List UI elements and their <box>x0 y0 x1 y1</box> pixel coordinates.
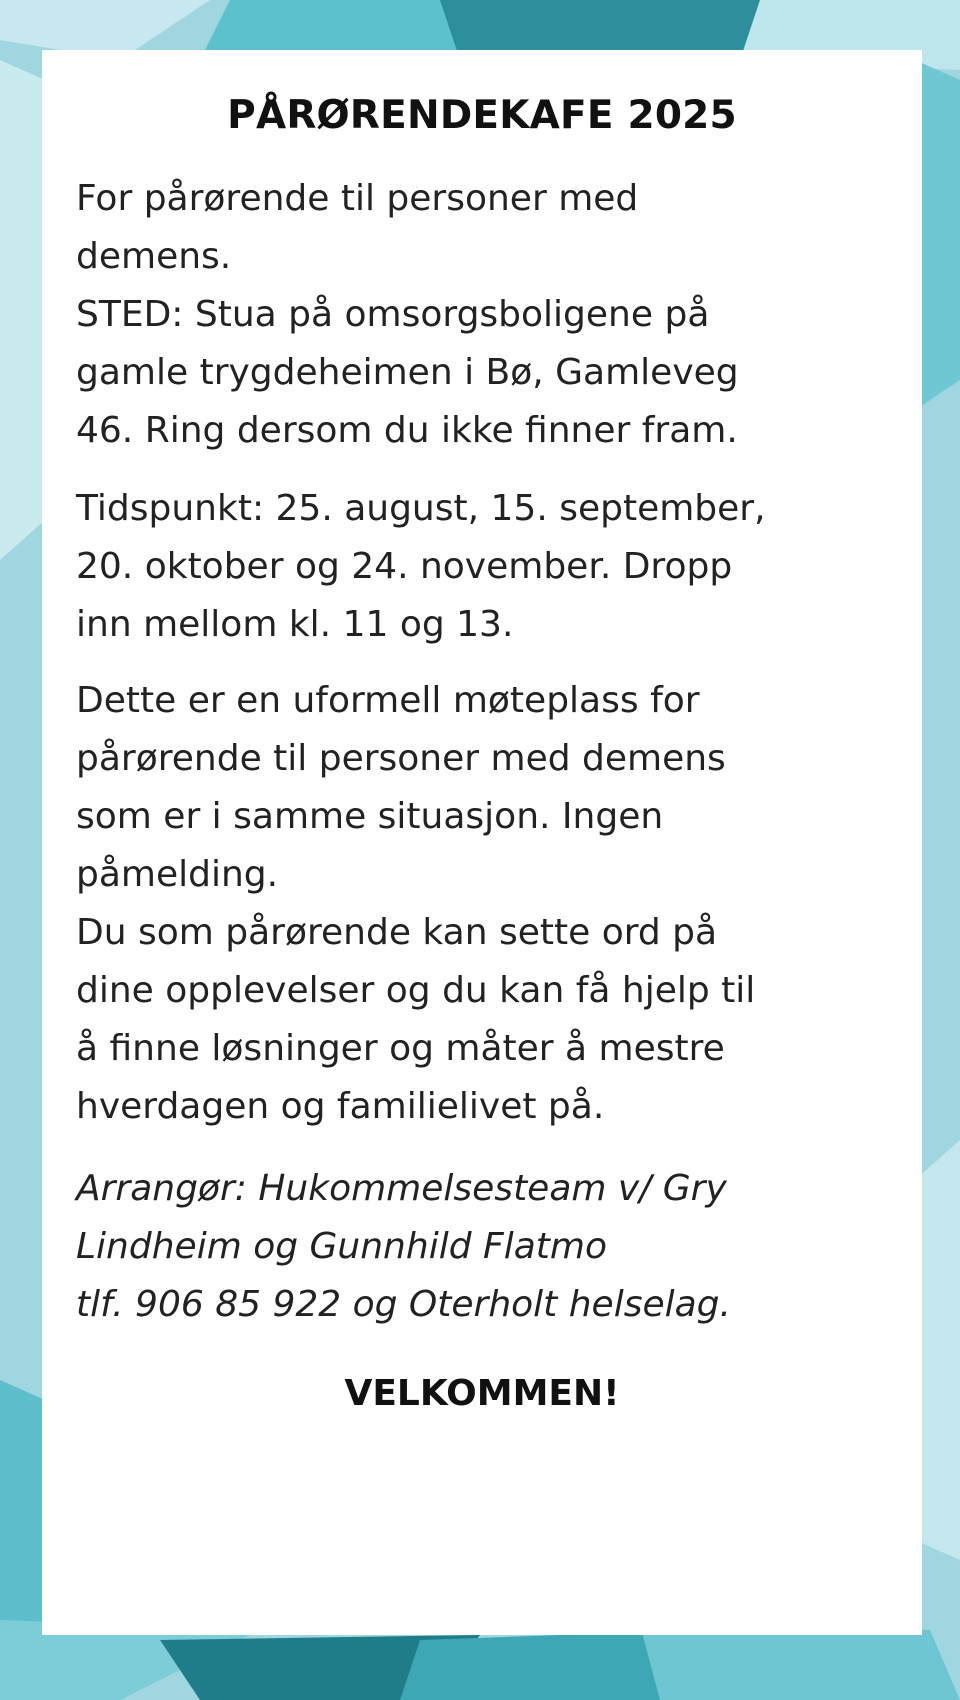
about-line: påmelding. <box>76 854 279 895</box>
about-paragraph <box>76 672 888 1136</box>
organizer-paragraph <box>76 1160 888 1334</box>
intro-line: gamle trygdeheimen i Bø, Gamleveg <box>76 352 739 393</box>
times-paragraph <box>76 480 888 654</box>
intro-paragraph <box>76 170 888 460</box>
organizer-line: tlf. 906 85 922 og Oterholt helselag. <box>76 1284 731 1325</box>
about-line: Dette er en uformell møteplass for <box>76 680 700 721</box>
welcome-heading: VELKOMMEN! <box>344 1373 620 1414</box>
about-line: dine opplevelser og du kan få hjelp til <box>76 970 756 1011</box>
about-line: som er i samme situasjon. Ingen <box>76 796 664 837</box>
intro-line: STED: Stua på omsorgsboligene på <box>76 294 710 335</box>
intro-line: For pårørende til personer med <box>76 178 639 219</box>
times-line: 20. oktober og 24. november. Dropp <box>76 546 733 587</box>
times-line: Tidspunkt: 25. august, 15. september, <box>76 488 766 529</box>
about-line: Du som pårørende kan sette ord på <box>76 912 718 953</box>
about-line: å finne løsninger og måter å mestre <box>76 1028 725 1069</box>
poster-title: PÅRØRENDEKAFE 2025 <box>227 93 737 138</box>
organizer-line: Lindheim og Gunnhild Flatmo <box>76 1226 607 1267</box>
about-line: hverdagen og familielivet på. <box>76 1086 605 1127</box>
about-line: pårørende til personer med demens <box>76 738 726 779</box>
intro-line: 46. Ring dersom du ikke finner fram. <box>76 410 738 451</box>
organizer-line: Arrangør: Hukommelsesteam v/ Gry <box>76 1168 727 1209</box>
times-line: inn mellom kl. 11 og 13. <box>76 604 514 645</box>
intro-line: demens. <box>76 236 232 277</box>
poster-card <box>42 50 922 1635</box>
